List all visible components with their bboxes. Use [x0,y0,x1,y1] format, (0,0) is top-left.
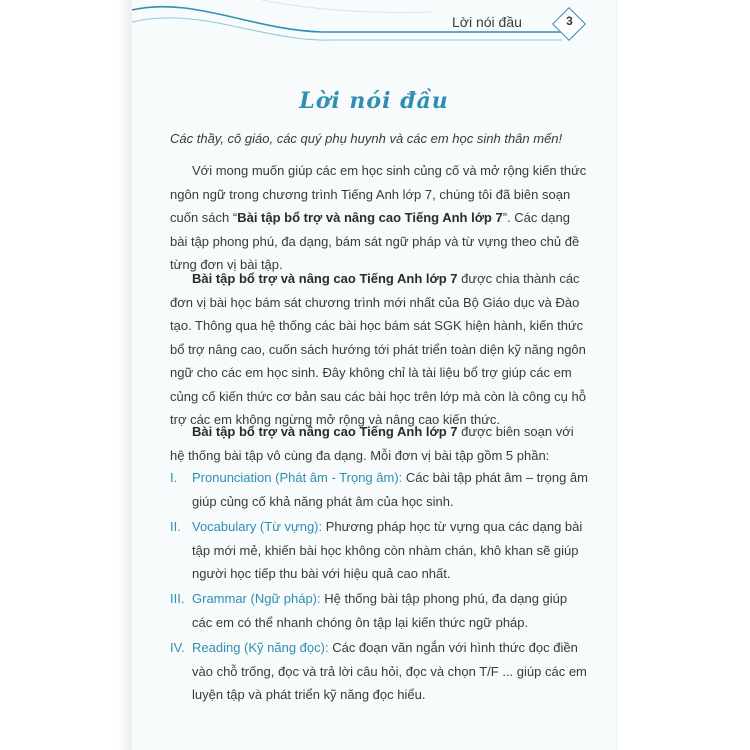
list-item-heading: Reading (Kỹ năng đọc): [192,640,329,655]
binding-shadow [118,0,132,750]
paragraph-1 [170,159,588,277]
list-item [170,587,588,634]
page-number: 3 [566,14,573,28]
list-item [170,515,588,586]
paragraph-3-text: được biên soạn với hệ thống bài tập vô cùng đa dạng. Mỗi đơn vị bài tập gồm 5 phần: [170,424,574,463]
list-item-text: Các đoạn văn ngắn với hình thức đọc điền vào chỗ trống, đọc và trả lời câu hỏi, đọc và chọn T/F ... giúp các em luyện tập và phát triển kỹ năng đọc hiểu. [192,640,587,702]
list-item-number: I. [170,470,178,485]
book-title-bold: Bài tập bổ trợ và nâng cao Tiếng Anh lớp 7 [192,424,458,439]
running-header: Lời nói đầu [452,14,522,30]
list-item [170,636,588,707]
book-title-bold: Bài tập bổ trợ và nâng cao Tiếng Anh lớp 7 [237,210,503,225]
page-title: Lời nói đầu [299,88,449,114]
book-title-bold: Bài tập bổ trợ và nâng cao Tiếng Anh lớp 7 [192,271,458,286]
list-item-number: IV. [170,640,185,655]
list-item [170,466,588,513]
list-item-heading: Pronunciation (Phát âm - Trọng âm): [192,470,403,485]
paragraph-1-text-end: ”. Các dạng bài tập phong phú, đa dạng, bám sát ngữ pháp và từ vựng theo chủ đề từng đơn vị bài tập. [170,210,580,272]
list-item-text: Hệ thống bài tập phong phú, đa dạng giúp các em có thể nhanh chóng ôn tập lại kiến thức ngữ pháp. [192,591,568,630]
paragraph-1-text: Với mong muốn giúp các em học sinh củng cố và mở rộng kiến thức ngôn ngữ trong chương trình Tiếng Anh lớp 7, chúng tôi đã biên soạn cuốn sách “ [170,163,587,225]
list-item-text: Phương pháp học từ vựng qua các dạng bài tập mới mẻ, khiến bài học không còn nhàm chán, khô khan sẽ giúp người học tiếp thu bài với hiệu quả cao nhất. [192,519,583,581]
list-item-heading: Vocabulary (Từ vựng): [192,519,323,534]
paragraph-2-text: được chia thành các đơn vị bài học bám sát chương trình mới nhất của Bộ Giáo dục và Đào tạo. Thông qua hệ thống các bài học bám sát SGK hiện hành, kiến thức bổ trợ nâng cao, cuốn sách hướng tới phát triển toàn diện kỹ năng ngôn ngữ cho các em học sinh. Đây không chỉ là tài liệu bổ trợ giúp các em củng cố kiến thức cơ bản sau các bài học trên lớp mà còn là công cụ hỗ trợ các em không ngừng mở rộng và nâng cao kiến thức. [170,271,586,427]
list-item-number: II. [170,519,181,534]
list-item-number: III. [170,591,185,606]
paragraph-2 [170,267,588,432]
greeting: Các thầy, cô giáo, các quý phụ huynh và các em học sinh thân mến! [170,131,563,146]
list-item-text: Các bài tập phát âm – trọng âm giúp củng cố khả năng phát âm của học sinh. [192,470,588,509]
list-item-heading: Grammar (Ngữ pháp): [192,591,321,606]
paragraph-3 [170,420,588,467]
header-decoration [132,0,616,60]
